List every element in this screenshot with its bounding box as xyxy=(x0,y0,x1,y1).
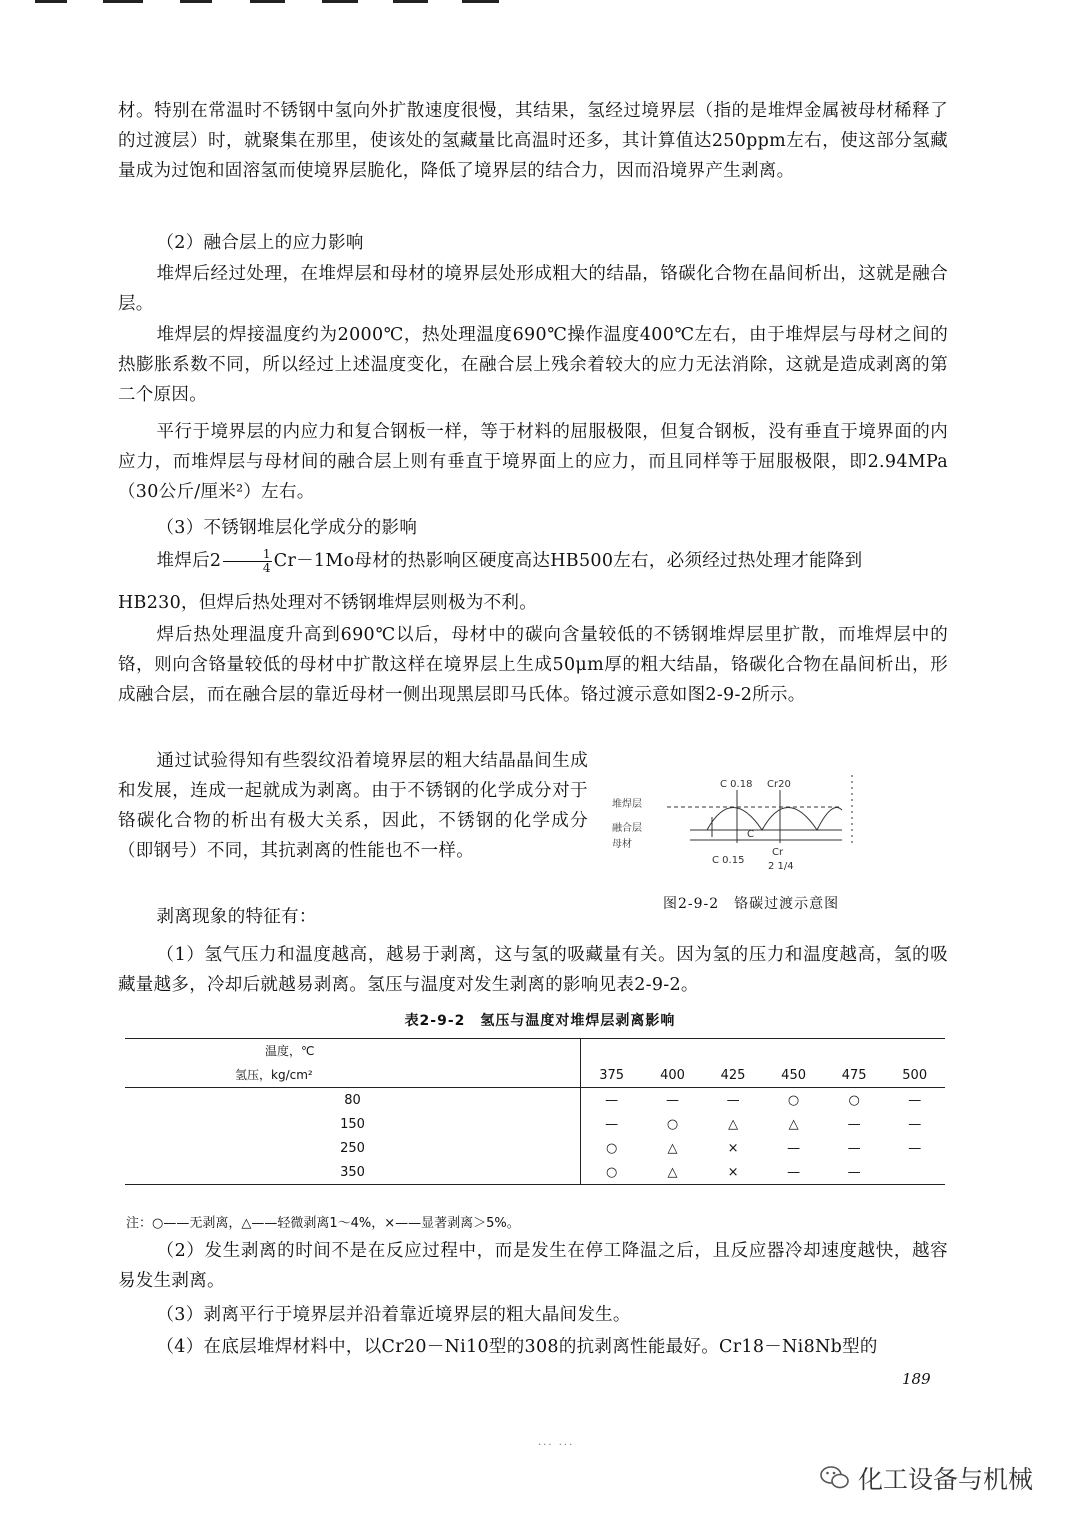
scan-edge-mark xyxy=(180,0,212,3)
scan-bottom-marks: ··· ··· xyxy=(538,1440,575,1451)
spalling-table xyxy=(125,1038,945,1185)
paragraph-features-intro: 剥离现象的特征有： xyxy=(156,907,317,927)
fraction-denominator: 4 xyxy=(262,561,271,575)
result-cell: — xyxy=(824,1160,885,1185)
header-pressure: 氢压，kg/cm² xyxy=(235,1068,313,1082)
section-heading-fusion-stress: （2）融合层上的应力影响 xyxy=(156,233,364,253)
table-title: 表2-9-2 氢压与温度对堆焊层剥离影响 xyxy=(404,1013,676,1029)
label-carbon-bottom: C 0.15 xyxy=(712,855,745,866)
result-cell: △ xyxy=(788,1116,799,1132)
grain-boundary-curves xyxy=(707,808,842,831)
scan-edge-mark xyxy=(322,0,358,3)
result-cell: — xyxy=(763,1160,824,1185)
paragraph-feature-3: （3）剥离平行于境界层并沿着靠近境界层的粗大晶间发生。 xyxy=(156,1305,631,1325)
table-row xyxy=(125,1112,945,1136)
paragraph-feature-4: （4）在底层堆焊材料中，以Cr20－Ni10型的308的抗剥离性能最好。Cr18－Ni8Nb型的 xyxy=(156,1337,878,1357)
header-temperature: 温度，℃ xyxy=(265,1044,315,1058)
wechat-watermark xyxy=(820,1460,1033,1496)
table xyxy=(125,1038,945,1185)
pressure-cell: 250 xyxy=(125,1136,581,1160)
table-header-row xyxy=(125,1039,945,1088)
paragraph-fusion-layer: 堆焊后经过处理，在堆焊层和母材的境界层处形成粗大的结晶，铬碳化合物在晶间析出，这就是融合层。 xyxy=(118,264,948,314)
fraction xyxy=(223,548,271,575)
paragraph-continued: 材。特别在常温时不锈钢中氢向外扩散速度很慢，其结果，氢经过境界层（指的是堆焊金属被母材稀释了的过渡层）时，就聚集在那里，使该处的氢藏量比高温时还多，其计算值达250ppm左右，使这部分氢藏量成为过饱和固溶氢而使境界层脆化，降低了境界层的结合力，因而沿境界产生剥离。 xyxy=(118,101,948,181)
watermark-text: 化工设备与机械 xyxy=(858,1465,1034,1494)
scan-edge-mark xyxy=(103,0,143,3)
result-cell: — xyxy=(787,1140,801,1156)
paragraph-hardness xyxy=(118,546,948,576)
pressure-cell: 350 xyxy=(125,1160,581,1185)
label-base-metal: 母材 xyxy=(612,839,632,850)
result-cell: ○ xyxy=(848,1092,860,1108)
result-cell: — xyxy=(908,1140,922,1156)
result-cell: ○ xyxy=(605,1140,618,1156)
result-cell: ○ xyxy=(787,1092,800,1108)
result-cell: △ xyxy=(728,1116,739,1132)
figure-drawing xyxy=(612,765,952,885)
label-carbon-mid: C xyxy=(747,829,754,840)
result-cell xyxy=(884,1160,945,1185)
table-row xyxy=(125,1088,945,1113)
temp-col-500: 500 xyxy=(884,1039,945,1088)
table-corner-header xyxy=(125,1039,581,1088)
result-cell: ○ xyxy=(666,1116,679,1132)
temp-col-450: 450 xyxy=(763,1039,824,1088)
wechat-icon xyxy=(820,1465,850,1491)
table-row xyxy=(125,1136,945,1160)
hardness-text-end: Cr－1Mo母材的热影响区硬度高达HB500左右，必须经过热处理才能降到 xyxy=(273,551,863,571)
pressure-cell: 150 xyxy=(125,1112,581,1136)
scan-edge-mark xyxy=(35,0,67,3)
label-chromium-fraction: 2 1/4 xyxy=(768,861,794,872)
result-cell: — xyxy=(605,1092,619,1108)
hardness-text-start: 堆焊后2 xyxy=(156,551,222,571)
result-cell: — xyxy=(908,1092,922,1108)
result-cell: ○ xyxy=(581,1160,643,1185)
paragraph-hardness-continued: HB230，但焊后热处理对不锈钢堆焊层则极为不利。 xyxy=(118,593,538,613)
temp-col-375: 375 xyxy=(581,1039,643,1088)
scan-edge-mark xyxy=(393,0,428,3)
section-heading-chemistry: （3）不锈钢堆层化学成分的影响 xyxy=(156,518,418,538)
table-row xyxy=(125,1160,945,1185)
page-number: 189 xyxy=(902,1370,931,1388)
label-carbon-top: C 0.18 xyxy=(720,779,753,790)
paragraph-thermal-stress: 堆焊层的焊接温度约为2000℃，热处理温度690℃操作温度400℃左右，由于堆焊层与母材之间的热膨胀系数不同，所以经过上述温度变化，在融合层上残余着较大的应力无法消除，这就是造成剥离的第二个原因。 xyxy=(118,325,948,405)
paragraph-internal-stress: 平行于境界层的内应力和复合钢板一样，等于材料的屈服极限，但复合钢板，没有垂直于境界面的内应力，而堆焊层与母材间的融合层上则有垂直于境界面上的应力，而且同样等于屈服极限，即2.94MPa（30公斤/厘米²）左右。 xyxy=(118,422,948,502)
label-chromium-bottom: Cr xyxy=(772,847,784,858)
result-cell: — xyxy=(847,1140,861,1156)
paragraph-feature-2: （2）发生剥离的时间不是在反应过程中，而是发生在停工降温之后，且反应器冷却速度越快，越容易发生剥离。 xyxy=(118,1241,948,1291)
chromium-carbon-transition-figure xyxy=(612,765,952,885)
label-overlay-layer: 堆焊层 xyxy=(612,799,642,810)
scan-edge-mark xyxy=(250,0,285,3)
fraction-numerator: 1 xyxy=(223,548,271,562)
result-cell: — xyxy=(908,1116,922,1132)
result-cell: △ xyxy=(667,1140,678,1156)
paragraph-feature-1: （1）氢气压力和温度越高，越易于剥离，这与氢的吸藏量有关。因为氢的压力和温度越高，氢的吸藏量越多，冷却后就越易剥离。氢压与温度对发生剥离的影响见表2-9-2。 xyxy=(118,945,948,995)
label-fusion-layer: 融合层 xyxy=(612,823,642,834)
result-cell: × xyxy=(703,1160,764,1185)
result-cell: — xyxy=(605,1116,619,1132)
figure-caption: 图2-9-2 铬碳过渡示意图 xyxy=(663,896,840,912)
temp-col-400: 400 xyxy=(642,1039,703,1088)
label-chromium-top: Cr20 xyxy=(767,779,791,790)
result-cell: × xyxy=(727,1140,739,1156)
table-note: 注：○——无剥离，△——轻微剥离1～4%，×——显著剥离＞5%。 xyxy=(126,1216,520,1231)
temp-col-475: 475 xyxy=(824,1039,885,1088)
result-cell: — xyxy=(726,1092,740,1108)
result-cell: — xyxy=(666,1092,680,1108)
scan-edge-mark xyxy=(462,0,499,3)
result-cell: — xyxy=(847,1116,861,1132)
result-cell: △ xyxy=(642,1160,703,1185)
pressure-cell: 80 xyxy=(125,1088,581,1113)
paragraph-crack-growth: 通过试验得知有些裂纹沿着境界层的粗大结晶晶间生成和发展，连成一起就成为剥离。由于不锈钢的化学成分对于铬碳化合物的析出有极大关系，因此，不锈钢的化学成分（即钢号）不同，其抗剥离的性能也不一样。 xyxy=(118,751,588,861)
temp-col-425: 425 xyxy=(703,1039,764,1088)
paragraph-diffusion: 焊后热处理温度升高到690℃以后，母材中的碳向含量较低的不锈钢堆焊层里扩散，而堆焊层中的铬，则向含铬量较低的母材中扩散这样在境界层上生成50μm厚的粗大结晶，铬碳化合物在晶间析出，形成融合层，而在融合层的靠近母材一侧出现黑层即马氏体。铬过渡示意如图2-9-2所示。 xyxy=(118,625,948,705)
